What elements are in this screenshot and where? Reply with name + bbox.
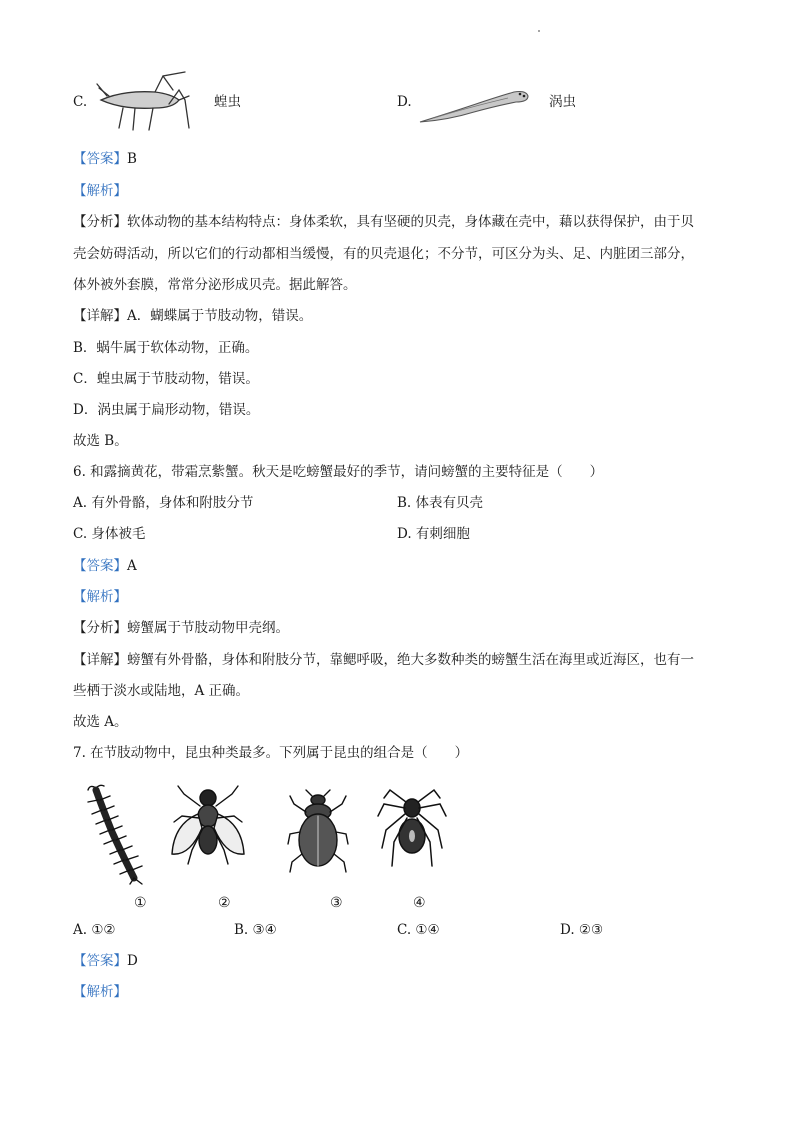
q6-xiangjie-line-2: 些栖于淡水或陆地，A 正确。 (73, 683, 250, 699)
q5-xiangjie-line-4: D．涡虫属于扁形动物，错误。 (73, 402, 260, 418)
fly-image (166, 784, 250, 868)
q7-caption-3: ③ (330, 895, 343, 911)
answer-tag: 【答案】 (73, 558, 127, 574)
answer-tag: 【答案】 (73, 151, 127, 167)
fenxi-tag: 【分析】 (73, 620, 127, 636)
q5-conclusion: 故选 B。 (73, 433, 128, 449)
q5-fenxi-line-1 (73, 212, 694, 232)
q7-analysis-tag: 【解析】 (73, 984, 127, 1000)
xiangjie-tag: 【详解】 (73, 308, 127, 324)
q7-stem: 7. 在节肢动物中，昆虫种类最多。下列属于昆虫的组合是（ ） (73, 745, 469, 761)
q7-option-c: C. ①④ (397, 922, 440, 938)
option-d-name: 涡虫 (549, 94, 576, 110)
q5-analysis-tag: 【解析】 (73, 183, 127, 199)
q7-option-a: A. ①② (73, 922, 116, 938)
spider-image (376, 782, 448, 870)
q7-answer (73, 951, 138, 971)
q6-fenxi (73, 618, 289, 638)
q7-option-d: D. ②③ (560, 922, 604, 938)
q7-caption-2: ② (218, 895, 231, 911)
option-c-name: 蝗虫 (214, 94, 241, 110)
q6-analysis-tag: 【解析】 (73, 589, 127, 605)
grasshopper-image (93, 70, 193, 134)
xiangjie-text: 螃蟹有外骨骼，身体和附肢分节，靠鳃呼吸，绝大多数种类的螃蟹生活在海里或近海区，也有一 (127, 652, 694, 668)
fenxi-text: 软体动物的基本结构特点：身体柔软，具有坚硬的贝壳，身体藏在壳中，藉以获得保护，由于贝 (127, 214, 694, 230)
centipede-image (82, 782, 148, 886)
fenxi-text: 螃蟹属于节肢动物甲壳纲。 (127, 620, 289, 636)
q7-caption-1: ① (134, 895, 147, 911)
q6-option-a: A. 有外骨骼，身体和附肢分节 (73, 495, 254, 511)
q6-conclusion: 故选 A。 (73, 714, 128, 730)
xiangjie-tag: 【详解】 (73, 652, 127, 668)
option-c-letter: C. (73, 94, 88, 110)
answer-value: D (127, 953, 138, 969)
q5-xiangjie-line-1 (73, 306, 312, 326)
q5-answer (73, 149, 137, 169)
q7-caption-4: ④ (413, 895, 426, 911)
fenxi-tag: 【分析】 (73, 214, 127, 230)
q6-option-b: B. 体表有贝壳 (397, 495, 484, 511)
q6-answer (73, 556, 137, 576)
q6-option-d: D. 有刺细胞 (397, 526, 470, 542)
q6-xiangjie-line-1 (73, 650, 694, 670)
answer-value: A (127, 558, 137, 574)
beetle-image (286, 788, 350, 874)
answer-tag: 【答案】 (73, 953, 127, 969)
q5-xiangjie-line-3: C．蝗虫属于节肢动物，错误。 (73, 371, 259, 387)
xiangjie-text: A．蝴蝶属于节肢动物，错误。 (127, 308, 313, 324)
q6-stem: 6. 和露摘黄花，带霜烹紫蟹。秋天是吃螃蟹最好的季节，请问螃蟹的主要特征是（ ） (73, 464, 604, 480)
q5-fenxi-line-3: 体外被外套膜，常常分泌形成贝壳。据此解答。 (73, 277, 357, 293)
flatworm-image (416, 84, 532, 126)
q6-option-c: C. 身体被毛 (73, 526, 146, 542)
q5-fenxi-line-2: 壳会妨碍活动，所以它们的行动都相当缓慢，有的贝壳退化；不分节，可区分为头、足、内脏团三部分， (73, 246, 694, 262)
answer-value: B (127, 151, 137, 167)
option-d-letter: D. (397, 94, 412, 110)
page-speck (538, 30, 540, 32)
q5-xiangjie-line-2: B．蜗牛属于软体动物，正确。 (73, 340, 259, 356)
q7-option-b: B. ③④ (234, 922, 277, 938)
